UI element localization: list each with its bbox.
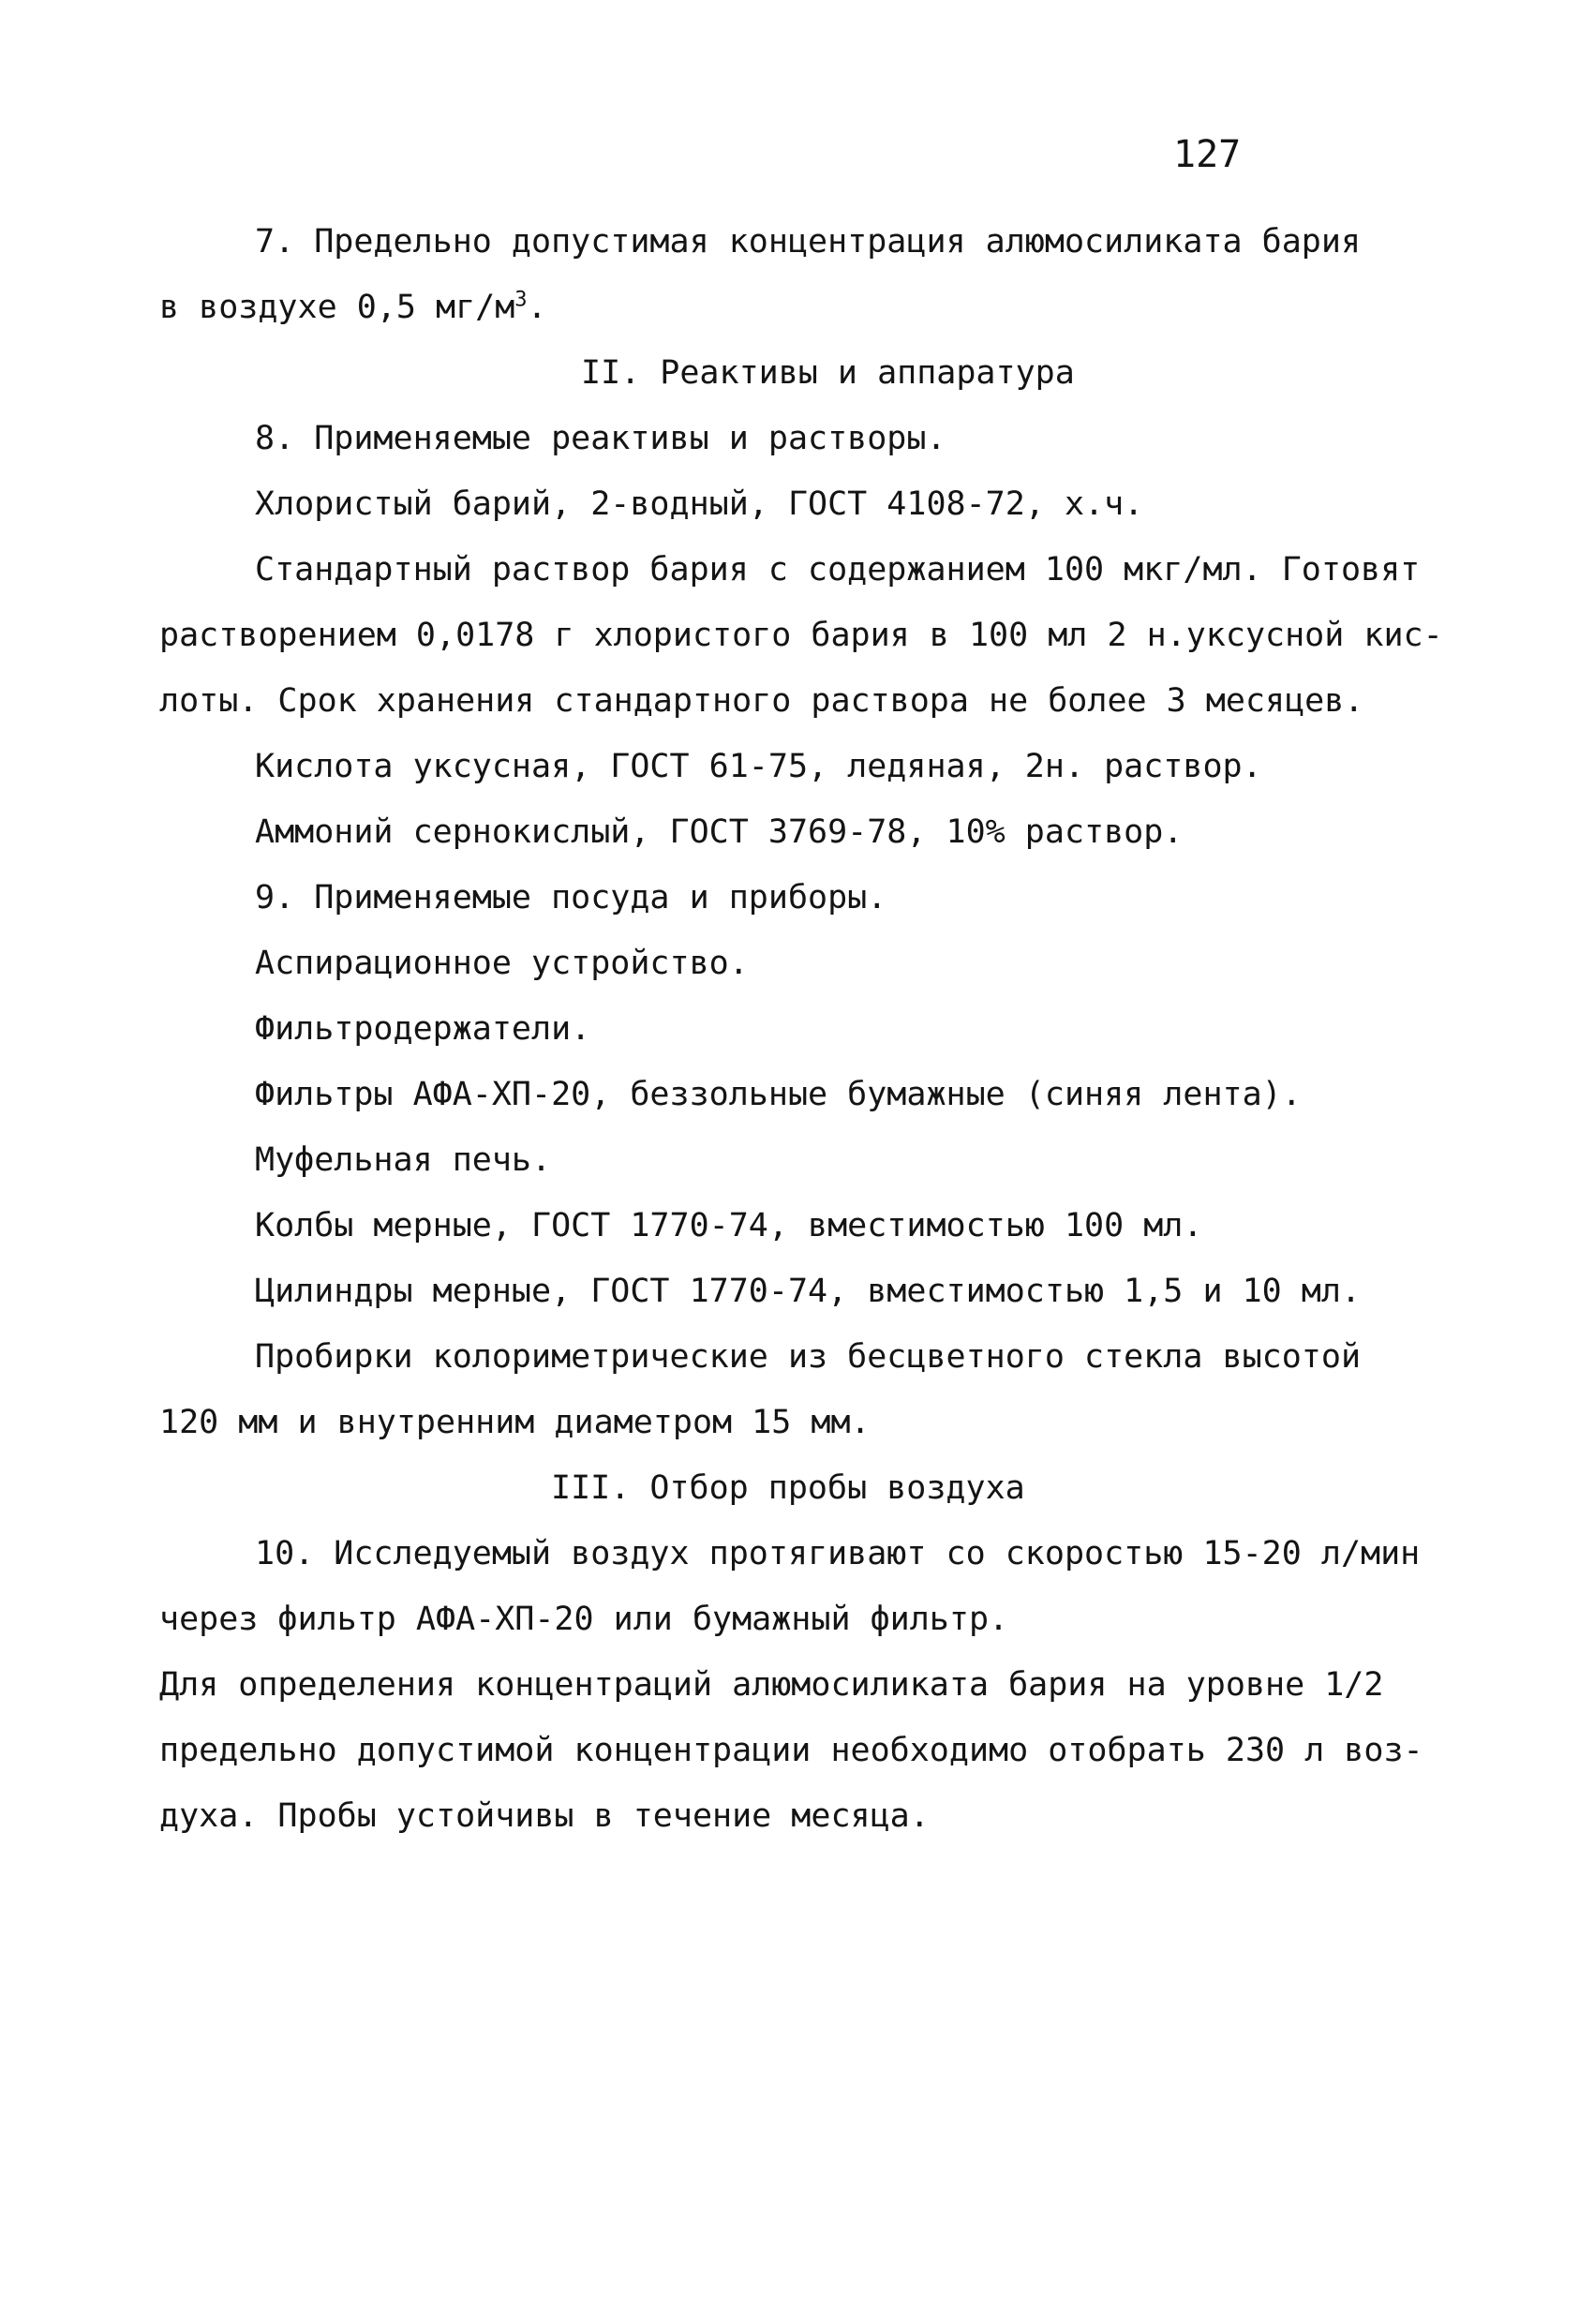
text-fragment: в воздухе 0,5 мг/м bbox=[159, 289, 515, 326]
text-line-flasks: Колбы мерные, ГОСТ 1770-74, вместимостью 100 мл. bbox=[255, 1207, 1203, 1244]
text-line-reagents-title: 8. Применяемые реактивы и растворы. bbox=[255, 420, 946, 457]
text-line-barium-chloride: Хлористый барий, 2-водный, ГОСТ 4108-72, х.ч. bbox=[255, 485, 1144, 523]
text-fragment: . bbox=[527, 289, 547, 326]
text-line-filter-holders: Фильтродержатели. bbox=[255, 1010, 591, 1048]
text-line-filters: Фильтры АФА-ХП-20, беззольные бумажные (синяя лента). bbox=[255, 1076, 1302, 1113]
text-line-test-tubes-cont: 120 мм и внутренним диаметром 15 мм. bbox=[159, 1404, 871, 1441]
text-line-concentration-cont bbox=[159, 287, 547, 328]
text-line-stability: духа. Пробы устойчивы в течение месяца. bbox=[159, 1797, 930, 1835]
text-line-acetic-acid: Кислота уксусная, ГОСТ 61-75, ледяная, 2н. раствор. bbox=[255, 748, 1262, 785]
superscript: 3 bbox=[514, 288, 528, 312]
text-line-ammonium-sulfate: Аммоний сернокислый, ГОСТ 3769-78, 10% раствор. bbox=[255, 813, 1184, 851]
text-line-test-tubes: Пробирки колориметрические из бесцветного стекла высотой bbox=[255, 1338, 1362, 1376]
text-line-muffle-furnace: Муфельная печь. bbox=[255, 1141, 552, 1179]
text-line-storage: лоты. Срок хранения стандартного раствора не более 3 месяцев. bbox=[159, 682, 1364, 720]
text-line-air-sampling: 10. Исследуемый воздух протягивают со скоростью 15-20 л/мин bbox=[255, 1535, 1421, 1572]
text-line-determination-cont: предельно допустимой концентрации необходимо отобрать 230 л воз- bbox=[159, 1732, 1423, 1769]
text-line-standard-solution-cont: растворением 0,0178 г хлористого бария в 100 мл 2 н.уксусной кис- bbox=[159, 617, 1443, 654]
section-heading-reagents: II. Реактивы и аппаратура bbox=[581, 354, 1075, 392]
text-line-equipment-title: 9. Применяемые посуда и приборы. bbox=[255, 879, 887, 916]
text-line-aspiration: Аспирационное устройство. bbox=[255, 945, 749, 982]
text-line-cylinders: Цилиндры мерные, ГОСТ 1770-74, вместимостью 1,5 и 10 мл. bbox=[255, 1273, 1362, 1310]
text-line-concentration: 7. Предельно допустимая концентрация алюмосиликата бария bbox=[255, 223, 1362, 261]
text-line-air-sampling-cont: через фильтр АФА-ХП-20 или бумажный фильтр. bbox=[159, 1601, 1009, 1638]
section-heading-sampling: III. Отбор пробы воздуха bbox=[551, 1469, 1025, 1507]
text-line-standard-solution: Стандартный раствор бария с содержанием 100 мкг/мл. Готовят bbox=[255, 551, 1421, 588]
text-line-determination: Для определения концентраций алюмосиликата бария на уровне 1/2 bbox=[159, 1666, 1384, 1704]
page-number: 127 bbox=[1173, 133, 1242, 176]
